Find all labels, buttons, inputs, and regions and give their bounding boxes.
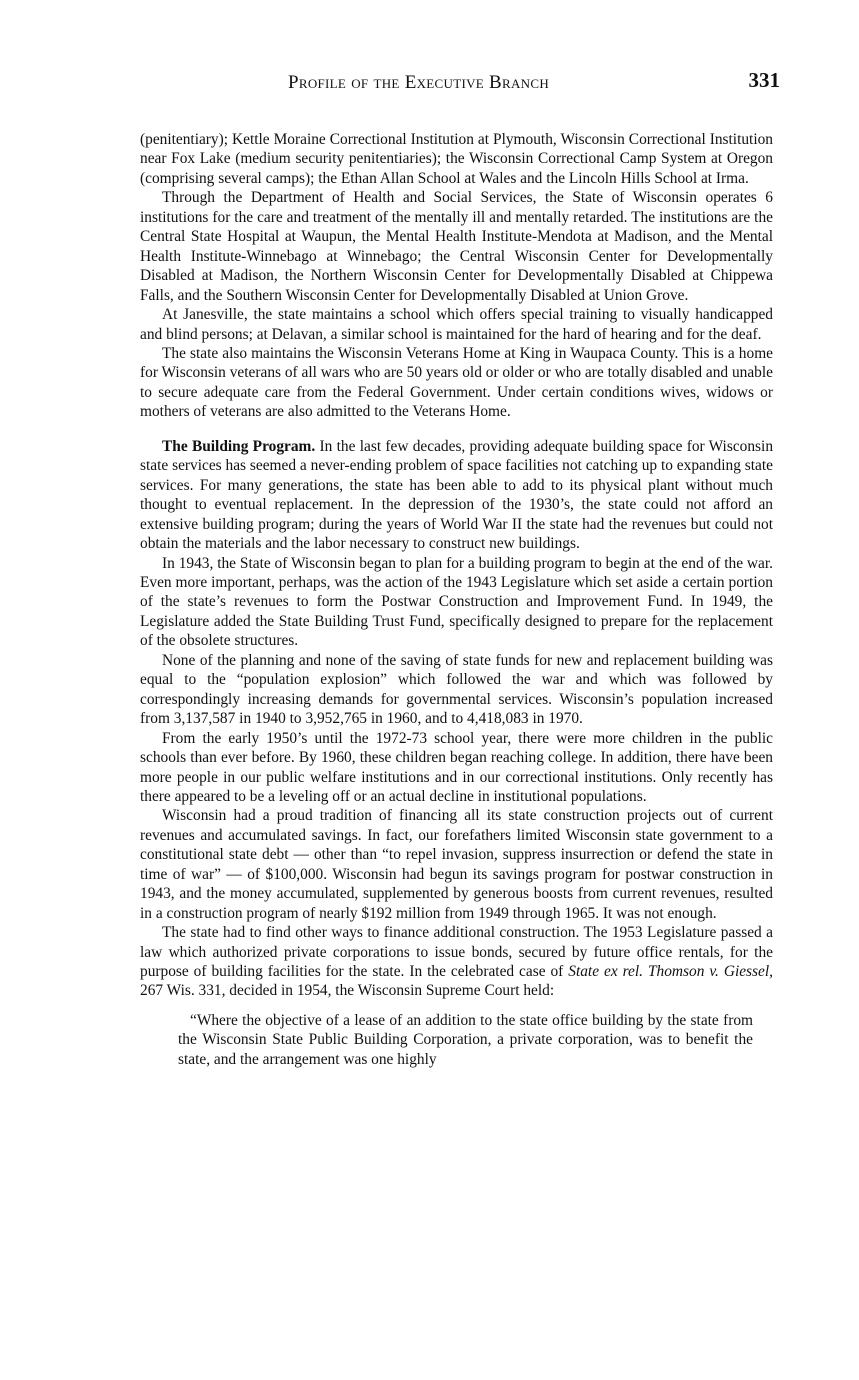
paragraph-continued: (penitentiary); Kettle Moraine Correctional Institution at Plymouth, Wisconsin Correctional Institution near Fox Lake (medium security penitentiaries); the Wisconsin Correctional Camp System at Oregon (comprising several camps); the Ethan Allan School at Wales and the Lincoln Hills School at Irma. <box>140 131 773 187</box>
page-header <box>140 68 780 100</box>
section-heading-building-program: The Building Program. <box>162 437 316 455</box>
paragraph-financing-tradition: Wisconsin had a proud tradition of financing all its state construction projects out of current revenues and accumulated savings. In fact, our forefathers limited Wisconsin state government to a constitutional state debt — other than “to repel invasion, suppress insurrection or defend the state in time of war” — of $100,000. Wisconsin had begun its savings program for postwar construction in 1943, and the money accumulated, supplemented by generous boosts from current revenues, resulted in a construction program of nearly $192 million from 1949 through 1965. It was not enough. <box>140 807 773 922</box>
other-financing-text: The state had to find other ways to finance additional construction. The 1953 Legislature passed a law which authorized private corporations to issue bonds, secured by future office rentals, for the purpose of building facilities for the state. In the celebrated case of <box>140 924 773 981</box>
paragraph-1943-planning: In 1943, the State of Wisconsin began to plan for a building program to begin at the end of the war. Even more important, perhaps, was the action of the 1943 Legislature which set aside a certain portion of the state’s revenues to form the Postwar Construction and Improvement Fund. In 1949, the Legislature added the State Building Trust Fund, specifically designed to prepare for the replacement of the obsolete structures. <box>140 554 773 650</box>
running-title: Profile of the Executive Branch <box>288 72 550 93</box>
paragraph-other-financing <box>140 923 773 1001</box>
case-citation: State ex rel. Thomson v. Giessel, <box>568 963 773 981</box>
paragraph-special-schools: At Janesville, the state maintains a school which offers special training to visually handicapped and blind persons; at Delavan, a similar school is maintained for the hard of hearing and for the deaf. <box>140 306 773 343</box>
body-text <box>140 130 773 1069</box>
paragraph-school-population: From the early 1950’s until the 1972-73 school year, there were more children in the public schools than ever before. By 1960, these children began reaching college. In addition, there have been more people in our public welfare institutions and in our correctional institutions. Only recently has there appeared to be a leveling off or an actual decline in institutional populations. <box>140 729 773 805</box>
paragraph-mental-health-institutions: Through the Department of Health and Social Services, the State of Wisconsin operates 6 institutions for the care and treatment of the mentally ill and mentally retarded. The institutions are the Central State Hospital at Waupun, the Mental Health Institute-Mendota at Madison, and the Mental Health Institute-Winnebago at Winnebago; the Central Wisconsin Center for Developmentally Disabled at Madison, the Northern Wisconsin Center for Developmentally Disabled at Chippewa Falls, and the Southern Wisconsin Center for Developmentally Disabled at Union Grove. <box>140 189 773 304</box>
paragraph-population-explosion: None of the planning and none of the saving of state funds for new and replacement building was equal to the “population explosion” which followed the war and which was followed by correspondingly increasing demands for governmental services. Wisconsin’s population increased from 3,137,587 in 1940 to 3,952,765 in 1960, and to 4,418,083 in 1970. <box>140 651 773 728</box>
court-quote <box>178 1011 753 1069</box>
page-number: 331 <box>748 68 780 92</box>
court-quote-text: “Where the objective of a lease of an addition to the state office building by the state from the Wisconsin State Public Building Corporation, a private corporation, was to benefit the state, and the arrangement was one highly <box>178 1011 753 1068</box>
paragraph-veterans-home: The state also maintains the Wisconsin Veterans Home at King in Waupaca County. This is a home for Wisconsin veterans of all wars who are 50 years old or older or who are totally disabled and unable to secure adequate care from the Federal Government. Under certain conditions wives, widows or mothers of veterans are also admitted to the Veterans Home. <box>140 344 773 421</box>
other-financing-text-end: 267 Wis. 331, decided in 1954, the Wisconsin Supreme Court held: <box>140 982 555 1000</box>
building-program-intro-text: In the last few decades, providing adequate building space for Wisconsin state services has seemed a never-ending problem of space facilities not catching up to expanding state services. For many generations, the state has been able to add to its physical plant without much thought to eventual replacement. In the depression of the 1930’s, the state could not afford an extensive building program; during the years of World War II the state had the revenues but could not obtain the materials and the labor necessary to construct new buildings. <box>140 437 774 553</box>
paragraph-building-program-intro <box>140 437 773 554</box>
